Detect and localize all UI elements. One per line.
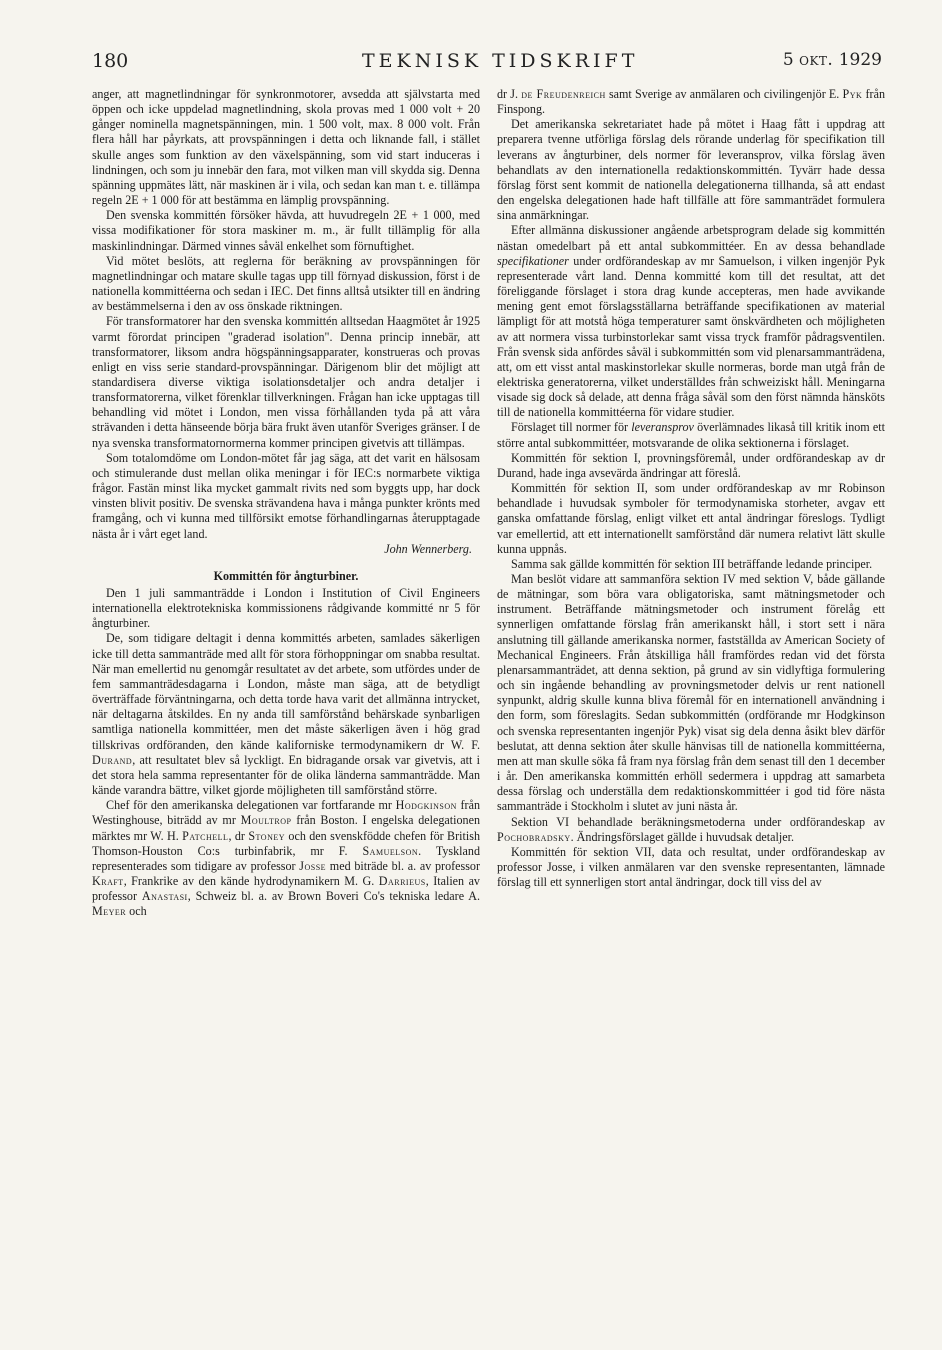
text-run: . Ändringsförslaget gällde i huvudsak detaljer.: [570, 829, 794, 844]
person-name: Moultrop: [240, 813, 292, 828]
text-run: Chef för den amerikanska delegationen var fortfarande mr: [106, 798, 392, 813]
person-name: de Freudenreich: [521, 87, 606, 101]
text-run: Sektion VI behandlade beräkningsmetoderna under ordförandeskap av: [511, 814, 885, 829]
emphasis: leveransprov: [631, 420, 694, 435]
text-run: , dr: [228, 828, 245, 843]
person-name: Josse: [299, 858, 327, 873]
text-run: från Finspong.: [497, 87, 886, 117]
running-header: [92, 46, 882, 76]
text-run: med biträde bl. a. av professor: [329, 858, 480, 873]
person-name: Hodgkinson: [395, 798, 457, 813]
paragraph: Kommittén för sektion VII, data och resultat, under ordförandeskap av professor Josse, i vilken anmälaren var den svenske representanten, lämnade förslag till ett synnerligen stort antal ändringar, dock till viss del av: [497, 844, 885, 890]
text-run: , Frankrike av den kände hydrodynamikern M. G.: [123, 873, 375, 888]
text-run: , Schweiz bl. a. av Brown Boveri Co's tekniska ledare A.: [187, 889, 480, 904]
paragraph: [92, 631, 480, 798]
person-name: Stoney: [248, 828, 286, 843]
issue-date: [783, 50, 882, 70]
issue-date-month: okt.: [799, 50, 834, 70]
text-run: , Italien av professor: [92, 873, 480, 904]
paragraph: [497, 87, 885, 117]
paragraph: Den svenska kommittén försöker hävda, att huvudregeln 2E + 1 000, med vissa modifikationer för stora maskiner m. m., är fullt tillämplig för alla maskinlindningar. Därmed vinnes såväl enkelhet som förnuftighet.: [92, 208, 480, 253]
journal-title: TEKNISK TIDSKRIFT: [362, 50, 639, 72]
issue-date-year: 1929: [838, 50, 882, 70]
paragraph: Samma sak gällde kommittén för sektion III beträffande ledande principer.: [511, 556, 873, 571]
person-name: Samuelson: [362, 843, 419, 858]
paragraph: [497, 815, 885, 845]
text-run: . Tyskland representerades som tidigare av professor: [92, 843, 481, 873]
paragraph: Man beslöt vidare att sammanföra sektion IV med sektion V, både gällande de mätningar, som böra vara obligatoriska, samt mätningsmetoder och instrument. Beträffande mätningsmetoder och instrument förelåg ett synnerligen omfattande förslag från amerikanskt håll, i stort sett i nära anslutning till gällande amerikanska normer, fastställda av American Society of Mechanical Engineers. Från åtskilliga håll framfördes redan vid det första plenarsammanträdet, att denna sektion, på grund av sin vidlyftiga formulering och sin ingående behandling av provningsmetoder delvis ur rent nationell synpunkt, aldrig skulle kunna bliva föremål för en internationell användning i den form, som föreslagits. Sedan subkommittén (ordförande mr Hodgkinson och svenska representanten ingenjör Pyk) visat sig dela denna åsikt blev därför beslutat, att denna sektion åter skulle hänvisas till de nationella kommittéerna, men att man skulle söka få fram nya förslag från dem senast till den 1 december i år. Den amerikanska kommittén erhöll sedermera i uppdrag att samarbeta dessa förslag och underställa dem redaktionskommittéer i god tid före nästa sammanträde i Stockholm i slutet av juni nästa år.: [497, 572, 885, 814]
paragraph: Kommittén för sektion II, som under ordförandeskap av mr Robinson behandlade i huvudsak symboler för termodynamiska storheter, avgav ett ganska omfattande förslag, enligt vilket ett antal ändringar föreslogs. Tydligt var emellertid, att ett internationellt samförstånd där numera relativt lätt skulle kunna uppnås.: [497, 481, 885, 556]
person-name: Durand: [92, 752, 133, 767]
paragraph: anger, att magnetlindningar för synkronmotorer, avsedda att självstarta med öppen och icke uppdelad magnetlindning, skola provas med 1 000 volt + 20 gånger nominella magnetspänningen, min. 1 500 volt, max. 8 000 volt. Från flera håll har påyrkats, att provspänningen i detta och liknande fall, i stället skulle anges som funktion av den växelspänning, som vid start induceras i lindningen, och som ju innebär den fara, mot vilken man vill skydda sig. Denna spänning uppmätes lätt, när maskinen är i vila, och sedan kan man t. e. tillämpa regeln 2E + 1 000 för att bestämma en lämplig provspänning.: [92, 87, 480, 208]
text-run: från Westinghouse, biträdd av mr: [92, 798, 481, 828]
text-run: från Boston. I engelska delegationen märktes mr W. H.: [92, 813, 481, 843]
text-run: Efter allmänna diskussioner angående arbetsprogram delade sig kommittén nästan omedelbart på ett antal subkommittéer. En av dessa behandlade: [497, 223, 885, 253]
left-column: [92, 87, 480, 919]
text-run: och: [129, 904, 147, 919]
person-name: Pochobradsky: [497, 829, 571, 844]
paragraph: Kommittén för sektion I, provningsföremål, under ordförandeskap av dr Durand, hade inga avsevärda ändringar att föreslå.: [497, 450, 885, 480]
person-name: Kraft: [92, 873, 124, 888]
text-run: under ordförandeskap av mr Samuelson, i vilken ingenjör Pyk representerade vårt land. Denna kommitté kom till det resultat, att det föreliggande förslaget i stora drag kunde accepteras, men hade avvikande mening gent emot förslagsställarna beträffande specifikationen av material lämpligt för att motstå höga temperaturer samt önskvärdheten och möjligheten av att normera vissa turbinstorlekar samt vissa tryck framför pådragsventilen. Från svensk sida anfördes såväl i subkommittén som vid plenarsammanträdena, att, om ett visst antal maskinstorlekar skulle normeras, borde man utgå från de elektriska generatorerna, vilket underställdes från schweiziskt håll. Meningarna visade sig dock så delade, att denna fråga såväl som den först nämnda hänsköts till de nationella kommittéerna för vidare studier.: [497, 253, 885, 420]
right-column: [497, 87, 885, 890]
paragraph: [92, 798, 480, 919]
text-run: De, som tidigare deltagit i denna kommittés arbeten, samlades säkerligen icke till detta sammanträde med allt för stora förhoppningar om snabba resultat. När man emellertid nu genomgår resultatet av det arbete, som utfördes under de fem sammanträdesdagarna i London, måste man säga, att de betydligt överträffade förväntningarna, och detta torde hava varit det allmänna intrycket, när deltagarna åtskildes. En ny anda till samförstånd behärskade synbarligen samtliga nationella kommittéer, men det måste säkerligen även i hög grad tillskrivas ordföranden, den kände kaliforniske termodynamikern dr W. F.: [92, 631, 480, 752]
paragraph: Som totalomdöme om London-mötet får jag säga, att det varit en hälsosam och stimulerande dust mellan olika meningar i för IEC:s normarbete viktiga frågor. Fastän minst lika mycket gammalt rivits ned som byggts upp, har dock vinsten blivit positiv. De svenska strävandena hava i många punkter krönts med framgång, och vi kunna med tillförsikt emotse förhandlingarnas återupptagade nästa år i vårt eget land.: [92, 450, 480, 541]
text-run: och den svenskfödde chefen för British Thomson-Houston Co:s turbinfabrik, mr F.: [92, 828, 480, 858]
paragraph: Det amerikanska sekretariatet hade på mötet i Haag fått i uppdrag att preparera tvenne utförliga förslag dels rörande underlag för specifikation till leverans av ångturbiner, dels normer för leveransprov, vilka förslag även behandlats av den internationella redaktionskommittén. Tyvärr hade dessa förslag först sent kommit de nationella delegationerna tillhanda, så att endast den engelska delegationen hade haft tillfälle att före sammanträdet formulera sina anmärkningar.: [497, 117, 885, 223]
paragraph: [497, 420, 885, 450]
issue-date-day: 5: [782, 50, 794, 70]
author-signature: John Wennerberg.: [384, 541, 472, 556]
person-name: Pyk: [842, 87, 863, 101]
person-name: Anastasi: [141, 889, 188, 904]
text-run: , att resultatet blev så lyckligt. En bidragande orsak var givetvis, att i det stora hela samma representanter för de olika länderna sammanträdde. Man kände varandra bättre, vilket gjorde möjligheten till samförstånd större.: [92, 752, 480, 798]
emphasis: specifikationer: [497, 253, 569, 268]
person-name: Meyer: [92, 904, 127, 919]
paragraph: [497, 223, 885, 420]
paragraph: För transformatorer har den svenska kommittén alltsedan Haagmötet år 1925 varmt förordat principen "graderad isolation". Denna princip innebär, att transformatorer, liksom andra högspänningsapparater, konstrueras och provas enligt en viss serie standard-provspänningar. Därigenom blir det möjligt att standardisera diverse viktiga isolationsdetaljer och andra detaljer i transformatorerna, vilket förenklar tillverkningen. Frågan han icke upptagas till behandling vid mötet i London, men vissa förhållanden tyda på att våra strävanden i detta hänseende börja bära frukt även utanför Sveriges gränser. I de nya svenska transformatornormerna kommer principen givetvis att tillämpas.: [92, 314, 480, 450]
paragraph: Den 1 juli sammanträdde i London i Institution of Civil Engineers internationella elektrotekniska kommissionens rådgivande kommitté nr 5 för ångturbiner.: [92, 586, 480, 631]
section-heading: Kommittén för ångturbiner.: [213, 568, 359, 583]
text-run: överlämnades likaså till kritik inom ett större antal subkommittéer, motsvarande de olika sektionerna i förslaget.: [497, 420, 885, 450]
person-name: Patchell: [182, 828, 229, 843]
text-run: dr J.: [497, 87, 518, 101]
person-name: Darrieus: [378, 873, 426, 888]
text-run: samt Sverige av anmälaren och civilingenjör E.: [608, 87, 840, 101]
text-run: Förslaget till normer för: [511, 420, 629, 435]
paragraph: Vid mötet beslöts, att reglerna för beräkning av provspänningen för magnetlindningar och matare skulle tagas upp till förnyad diskussion, först i de nationella kommittéerna och sedan i IEC. Det finns alltså utsikter till en ändring av bestämmelserna i den av oss önskade riktningen.: [92, 253, 480, 314]
page-number: 180: [92, 50, 129, 72]
